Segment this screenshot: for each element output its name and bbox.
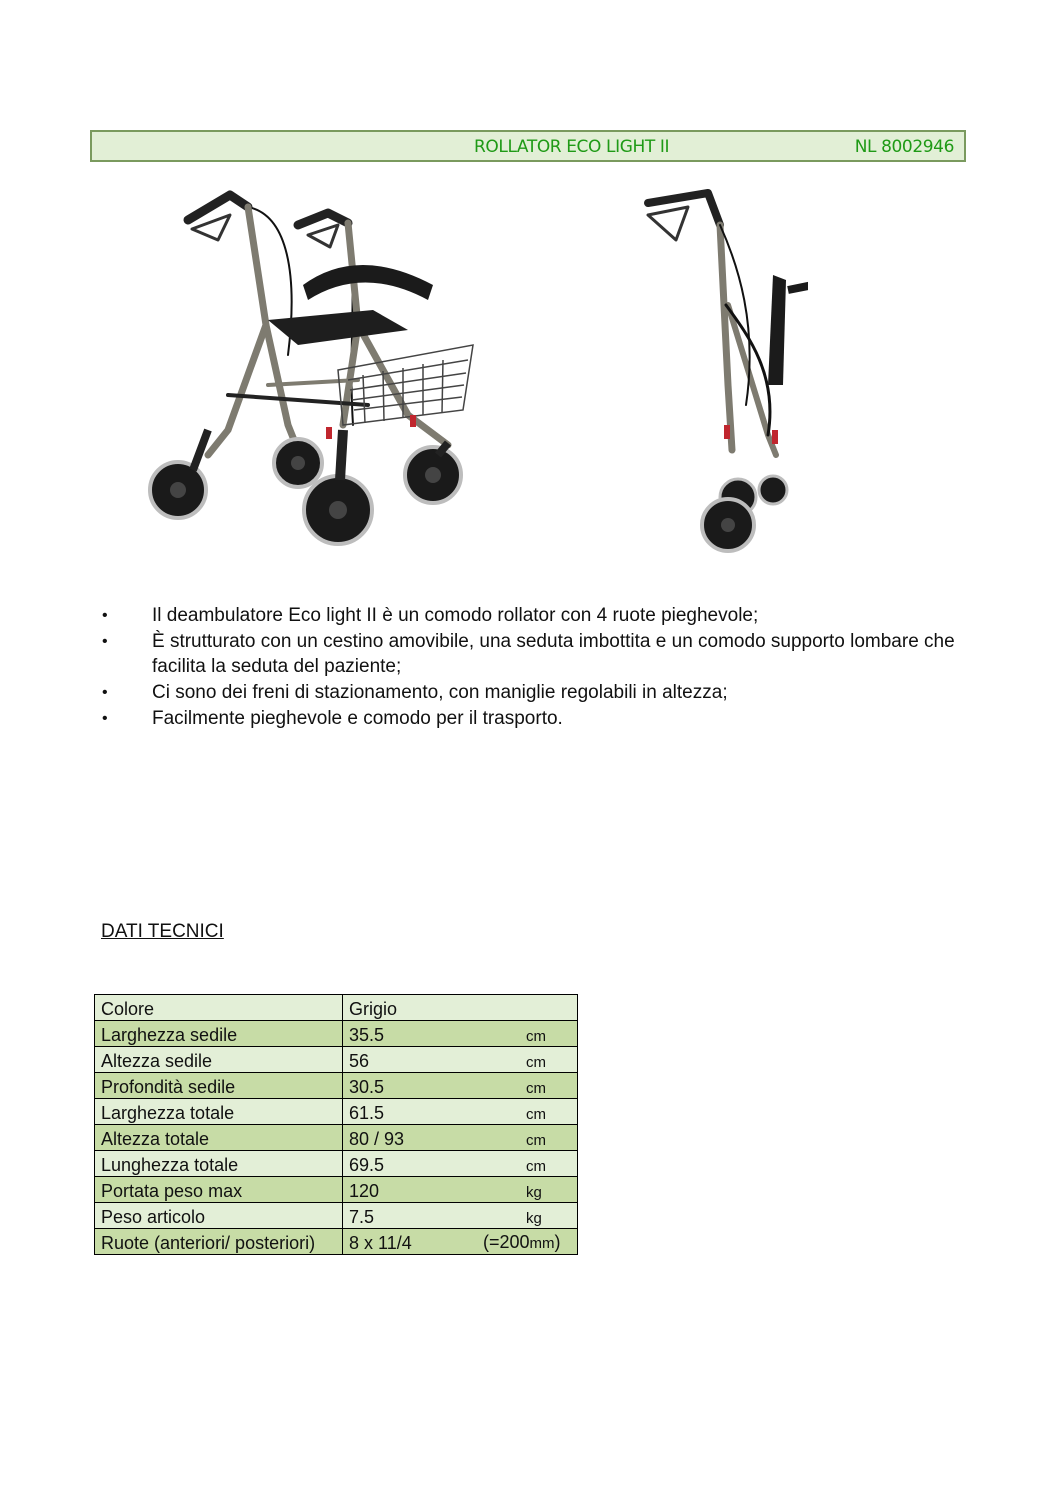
spec-label: Colore	[95, 995, 343, 1021]
feature-list	[100, 603, 960, 732]
table-row	[95, 1177, 578, 1203]
section-title: DATI TECNICI	[101, 921, 224, 942]
spec-value: 56 cm	[343, 1047, 578, 1073]
spec-value: 7.5 kg	[343, 1203, 578, 1229]
spec-label: Peso articolo	[95, 1203, 343, 1229]
spec-value: 120 kg	[343, 1177, 578, 1203]
spec-value: 69.5 cm	[343, 1151, 578, 1177]
spec-unit: cm	[526, 1028, 546, 1045]
spec-unit: cm	[526, 1054, 546, 1071]
table-row	[95, 1203, 578, 1229]
table-row	[95, 1229, 578, 1255]
list-item: • Ci sono dei freni di stazionamento, con maniglie regolabili in altezza;	[102, 682, 728, 703]
table-row	[95, 1073, 578, 1099]
list-item: • Facilmente pieghevole e comodo per il trasporto.	[102, 708, 563, 729]
spec-label: Lunghezza totale	[95, 1151, 343, 1177]
spec-label: Profondità sedile	[95, 1073, 343, 1099]
spec-unit: cm	[526, 1132, 546, 1149]
table-row	[95, 995, 578, 1021]
spec-unit: cm	[526, 1080, 546, 1097]
spec-value: 61.5 cm	[343, 1099, 578, 1125]
spec-value: 80 / 93 cm	[343, 1125, 578, 1151]
spec-unit: cm	[526, 1106, 546, 1123]
spec-label: Altezza sedile	[95, 1047, 343, 1073]
spec-label: Ruote (anteriori/ posteriori)	[95, 1229, 343, 1255]
spec-value: 8 x 11/4 (=200mm)	[343, 1229, 578, 1255]
spec-label: Larghezza totale	[95, 1099, 343, 1125]
spec-unit: cm	[526, 1158, 546, 1175]
table-row	[95, 1047, 578, 1073]
list-item: • È strutturato con un cestino amovibile, una seduta imbottita e un comodo supporto lombare che facilita la seduta del paziente;	[102, 631, 955, 677]
spec-value: Grigio	[343, 995, 578, 1021]
spec-unit: (=200mm)	[483, 1232, 561, 1252]
spec-unit: kg	[526, 1210, 542, 1227]
header-bar	[90, 130, 966, 162]
bullet-icon: •	[102, 684, 108, 701]
spec-value: 35.5 cm	[343, 1021, 578, 1047]
spec-label: Larghezza sedile	[95, 1021, 343, 1047]
table-row	[95, 1125, 578, 1151]
table-row	[95, 1099, 578, 1125]
product-title: ROLLATOR ECO LIGHT II	[474, 137, 670, 157]
list-item: • Il deambulatore Eco light II è un comodo rollator con 4 ruote pieghevole;	[102, 605, 759, 626]
spec-unit: kg	[526, 1184, 542, 1201]
spec-label: Altezza totale	[95, 1125, 343, 1151]
rollator-front-photo	[148, 185, 478, 555]
rollator-side-photo	[628, 185, 808, 560]
specs-table	[94, 994, 578, 1255]
spec-value: 30.5 cm	[343, 1073, 578, 1099]
bullet-icon: •	[102, 710, 108, 727]
spec-label: Portata peso max	[95, 1177, 343, 1203]
table-row	[95, 1021, 578, 1047]
bullet-icon: •	[102, 633, 108, 650]
table-row	[95, 1151, 578, 1177]
product-code: NL 8002946	[854, 137, 954, 157]
bullet-icon: •	[102, 607, 108, 624]
